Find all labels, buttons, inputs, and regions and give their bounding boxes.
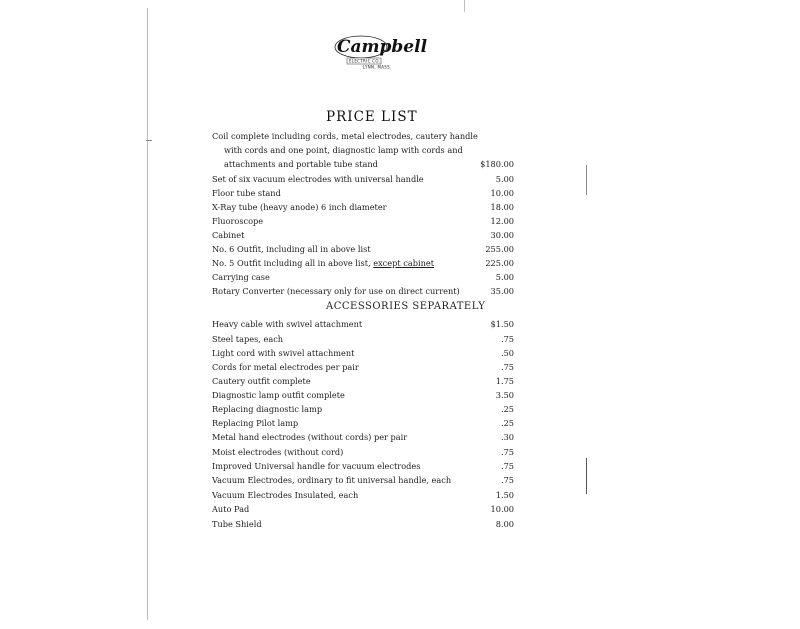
item-price: .25 (500, 418, 514, 428)
accessory-row (212, 346, 522, 360)
item-description: Diagnostic lamp outfit complete (212, 390, 345, 400)
item-price: $180.00 (480, 159, 514, 169)
price-row (212, 172, 522, 186)
item-description: Cords for metal electrodes per pair (212, 362, 359, 372)
item-price: 1.50 (495, 490, 514, 500)
item-description: Replacing diagnostic lamp (212, 404, 323, 414)
price-row (212, 186, 522, 200)
accessories-heading: ACCESSORIES SEPARATELY (326, 301, 486, 312)
item-price: .25 (500, 404, 514, 414)
accessory-row (212, 317, 522, 331)
item-price: 12.00 (490, 216, 514, 226)
price-row (212, 129, 522, 143)
item-price: 225.00 (485, 258, 514, 268)
item-description: Floor tube stand (212, 188, 281, 198)
item-description: Coil complete including cords, metal electrodes, cautery handle (212, 131, 478, 141)
scan-mark-left-tick (146, 140, 152, 141)
item-description-continued: attachments and portable tube stand (224, 159, 378, 169)
item-price: 10.00 (490, 504, 514, 514)
svg-text:Campbell: Campbell (337, 37, 428, 57)
item-description: No. 6 Outfit, including all in above list (212, 244, 371, 254)
item-price: 5.00 (495, 272, 514, 282)
accessory-row (212, 332, 522, 346)
campbell-logo (333, 30, 428, 72)
item-description: Metal hand electrodes (without cords) per pair (212, 432, 408, 442)
scan-mark-right-2 (586, 458, 587, 494)
item-price: 8.00 (495, 519, 514, 529)
item-description: Heavy cable with swivel attachment (212, 319, 363, 329)
item-description: Light cord with swivel attachment (212, 348, 355, 358)
price-row (212, 256, 522, 270)
item-description-continued: with cords and one point, diagnostic lamp with cords and (224, 145, 463, 155)
item-description: Vacuum Electrodes Insulated, each (212, 490, 359, 500)
price-row (212, 228, 522, 242)
item-description: Improved Universal handle for vacuum electrodes (212, 461, 421, 471)
accessory-row (212, 488, 522, 502)
item-price: .30 (500, 432, 514, 442)
price-row (212, 270, 522, 284)
price-row (212, 242, 522, 256)
item-price: .75 (500, 334, 514, 344)
item-description: Set of six vacuum electrodes with universal handle (212, 174, 424, 184)
page-title: PRICE LIST (326, 109, 418, 125)
item-description-text: No. 5 Outfit including all in above list, (212, 258, 374, 268)
accessory-row (212, 402, 522, 416)
scan-edge-left (147, 8, 148, 620)
item-price: .75 (500, 447, 514, 457)
item-description: Auto Pad (212, 504, 250, 514)
price-row (212, 214, 522, 228)
item-description: Cautery outfit complete (212, 376, 311, 386)
item-description: Replacing Pilot lamp (212, 418, 299, 428)
item-price: 3.50 (495, 390, 514, 400)
accessory-row (212, 502, 522, 516)
accessory-row (212, 360, 522, 374)
item-description: Fluoroscope (212, 216, 264, 226)
item-description: Tube Shield (212, 519, 262, 529)
item-price: $1.50 (490, 319, 514, 329)
item-price: 30.00 (490, 230, 514, 240)
accessory-row (212, 430, 522, 444)
accessory-row (212, 388, 522, 402)
accessory-row (212, 416, 522, 430)
item-description: Rotary Converter (necessary only for use on direct current) (212, 286, 460, 296)
item-description (212, 256, 434, 270)
accessory-row (212, 374, 522, 388)
accessory-row (212, 459, 522, 473)
item-price: 35.00 (490, 286, 514, 296)
item-price: .75 (500, 362, 514, 372)
price-row (212, 200, 522, 214)
item-price: 5.00 (495, 174, 514, 184)
item-price: 18.00 (490, 202, 514, 212)
item-description: Carrying case (212, 272, 270, 282)
item-description: X-Ray tube (heavy anode) 6 inch diameter (212, 202, 387, 212)
svg-text:ELECTRIC CO.: ELECTRIC CO. (349, 58, 381, 64)
item-price: .50 (500, 348, 514, 358)
item-price: .75 (500, 475, 514, 485)
item-price: .75 (500, 461, 514, 471)
item-description: Moist electrodes (without cord) (212, 447, 344, 457)
item-description: Cabinet (212, 230, 245, 240)
price-row (212, 284, 522, 298)
accessory-row (212, 445, 522, 459)
accessory-row (212, 517, 522, 531)
svg-text:LYNN, MASS.: LYNN, MASS. (363, 64, 392, 70)
item-price: 1.75 (495, 376, 514, 386)
price-row (212, 157, 522, 171)
item-description: Steel tapes, each (212, 334, 284, 344)
accessory-row (212, 473, 522, 487)
item-price: 10.00 (490, 188, 514, 198)
scan-edge-top-right (464, 0, 465, 12)
item-description: Vacuum Electrodes, ordinary to fit universal handle, each (212, 475, 452, 485)
underlined-exception: except cabinet (373, 258, 434, 268)
item-price: 255.00 (485, 244, 514, 254)
scan-mark-right-1 (586, 165, 587, 195)
